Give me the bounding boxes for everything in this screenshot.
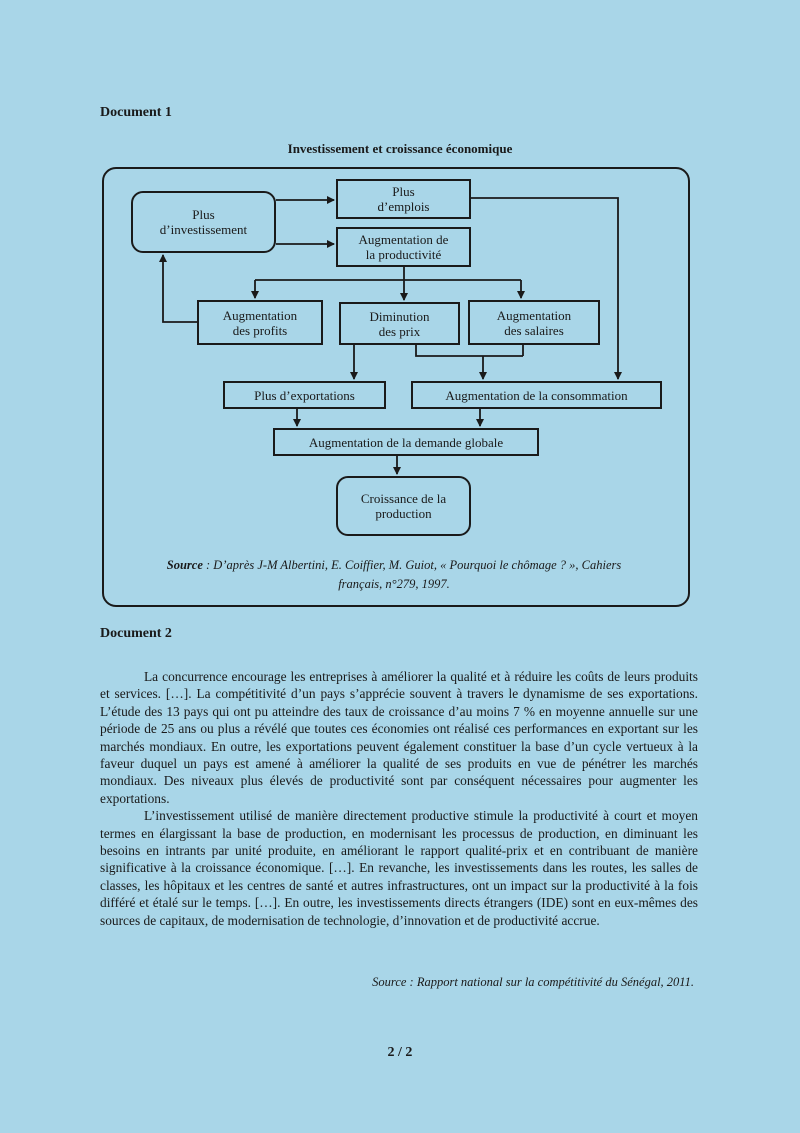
box-augmentation-demande-globale: Augmentation de la demande globale xyxy=(273,428,539,456)
document-2-paragraph-1: La concurrence encourage les entreprises à améliorer la qualité et à réduire les coûts de leurs produits et services. […]. La compétitivité d’un pays s’apprécie souvent à travers le dynamisme de ses exportations. L’étude des 13 pays qui ont pu atteindre des taux de croissance d’au moins 7 % en moyenne annuelle sur une période de 25 ans ou plus a révélé que toutes ces économies ont réalisé ces performances en exportant sur les marchés mondiaux. En outre, les exportations peuvent également constituer la base d’un cycle vertueux à la faveur duquel un pays est amené à améliorer la qualité de ses produits en vue de pénétrer les marchés mondiaux. Des niveaux plus élevés de productivité sont par conséquent nécessaires pour augmenter les exportations. xyxy=(100,669,698,806)
box-augmentation-salaires: Augmentation des salaires xyxy=(468,300,600,345)
diagram-source-text-2: français, n°279, 1997. xyxy=(338,577,450,591)
document-2-paragraph-2: L’investissement utilisé de manière directement productive stimule la productivité à court et moyen termes en élargissant la base de production, en modernisant les processus de production, en diminuant les besoins en intrants par unité produite, en améliorant le rapport qualité-prix et en contribuant de manière significative à la croissance économique. […]. En revanche, les investissements dans les routes, les salles de classes, les hôpitaux et les centres de santé et autres infrastructures, ont un impact sur la productivité à la fois différé et étalé sur le temps. […]. En outre, les investissements directs étrangers (IDE) sont en eux-mêmes des sources de capitaux, de modernisation de technologie, d’innovation et de productivité accrue. xyxy=(100,808,698,928)
diagram-title: Investissement et croissance économique xyxy=(287,141,513,156)
box-plus-investissement: Plus d’investissement xyxy=(131,191,276,253)
box-croissance-production: Croissance de la production xyxy=(336,476,471,536)
diagram-source xyxy=(108,556,680,594)
box-augmentation-productivite: Augmentation de la productivité xyxy=(336,227,471,267)
box-augmentation-consommation: Augmentation de la consommation xyxy=(411,381,662,409)
box-plus-emplois: Plus d’emplois xyxy=(336,179,471,219)
document-2-body xyxy=(100,668,698,929)
diagram-source-label: Source xyxy=(166,558,203,572)
page-number: 2 / 2 xyxy=(387,1045,413,1060)
box-plus-exportations: Plus d’exportations xyxy=(223,381,386,409)
document-1-heading: Document 1 xyxy=(100,105,172,120)
box-augmentation-profits: Augmentation des profits xyxy=(197,300,323,345)
document-2-source: Source : Rapport national sur la compétitivité du Sénégal, 2011. xyxy=(372,975,694,989)
document-2-heading: Document 2 xyxy=(100,626,172,641)
box-diminution-prix: Diminution des prix xyxy=(339,302,460,345)
diagram-source-text: : D’après J-M Albertini, E. Coiffier, M. Guiot, « Pourquoi le chômage ? », Cahiers xyxy=(202,558,622,572)
